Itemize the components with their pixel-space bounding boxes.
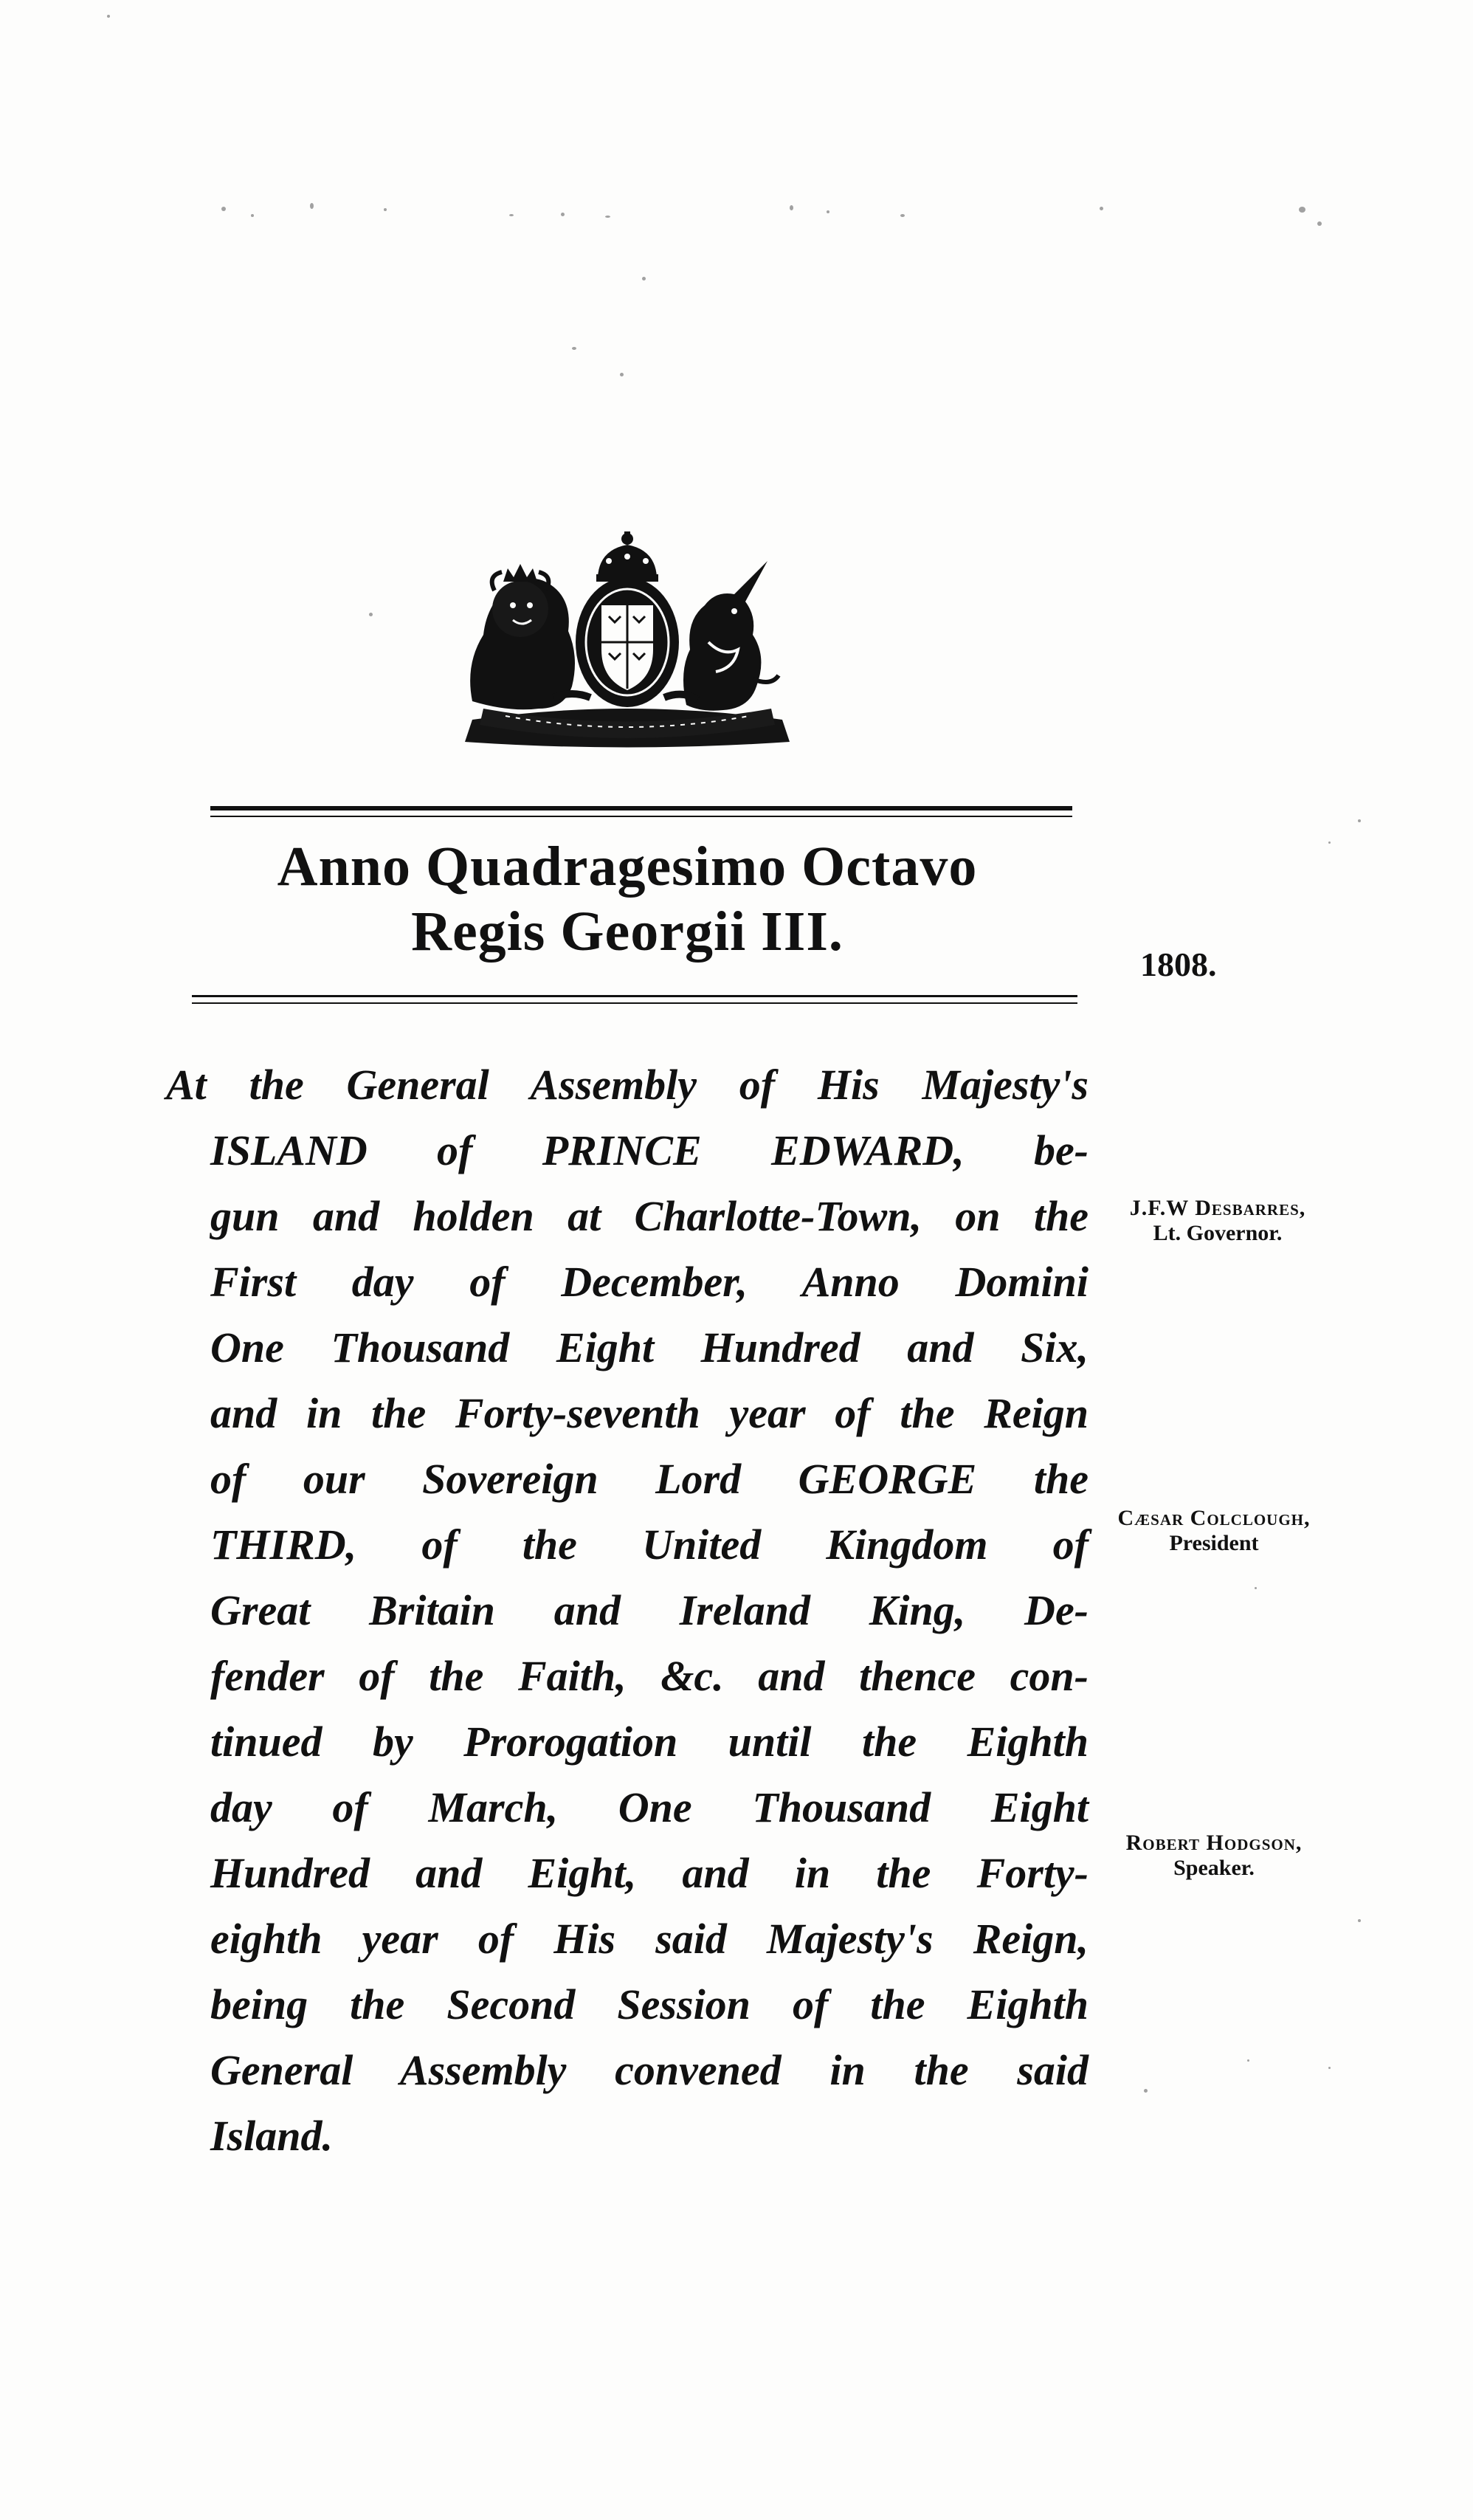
preamble-line: gun and holden at Charlotte-Town, on the <box>210 1192 1089 1240</box>
margin-note-title: Lt. Governor. <box>1153 1221 1283 1245</box>
preamble-line: Great Britain and Ireland King, De- <box>210 1586 1089 1634</box>
royal-coat-of-arms-icon <box>443 531 812 753</box>
preamble-line: General Assembly convened in the said <box>210 2046 1089 2094</box>
preamble-line: THIRD, of the United Kingdom of <box>210 1521 1089 1569</box>
margin-note-president <box>1081 1506 1347 1556</box>
title-line-2: Regis Georgii III. <box>411 901 844 963</box>
margin-note-speaker <box>1081 1831 1347 1881</box>
preamble-line: One Thousand Eight Hundred and Six, <box>210 1323 1089 1371</box>
margin-note-name: Robert Hodgson, <box>1125 1831 1303 1855</box>
preamble-line: being the Second Session of the Eighth <box>210 1980 1089 2028</box>
preamble-paragraph <box>166 1052 1089 2169</box>
preamble-line: day of March, One Thousand Eight <box>210 1783 1089 1831</box>
margin-note-title: Speaker. <box>1173 1856 1255 1880</box>
preamble-line: fender of the Faith, &c. and thence con- <box>210 1652 1089 1700</box>
preamble-line: At the General Assembly of His Majesty's <box>166 1061 1089 1109</box>
preamble-line: of our Sovereign Lord GEORGE the <box>210 1455 1089 1503</box>
margin-note-name: Cæsar Colclough, <box>1117 1506 1311 1530</box>
header-rule-thick <box>210 806 1072 810</box>
margin-note-name: J.F.W Desbarres, <box>1129 1196 1306 1220</box>
margin-note-title: President <box>1169 1531 1259 1555</box>
header-rule-thin <box>210 816 1072 817</box>
title-line-1: Anno Quadragesimo Octavo <box>277 836 978 898</box>
title-rule-thin <box>192 1002 1077 1004</box>
title-rule-thick <box>192 995 1077 997</box>
margin-note-governor <box>1085 1196 1350 1246</box>
preamble-line: and in the Forty-seventh year of the Reign <box>210 1389 1089 1437</box>
preamble-line: ISLAND of PRINCE EDWARD, be- <box>210 1126 1089 1174</box>
preamble-line: First day of December, Anno Domini <box>210 1258 1089 1306</box>
preamble-line: Island. <box>210 2112 334 2160</box>
page-title <box>184 834 1070 964</box>
preamble-line: Hundred and Eight, and in the Forty- <box>210 1849 1089 1897</box>
preamble-line: tinued by Prorogation until the Eighth <box>210 1718 1089 1766</box>
year-label: 1808. <box>1140 946 1217 983</box>
preamble-line: eighth year of His said Majesty's Reign, <box>210 1915 1089 1963</box>
